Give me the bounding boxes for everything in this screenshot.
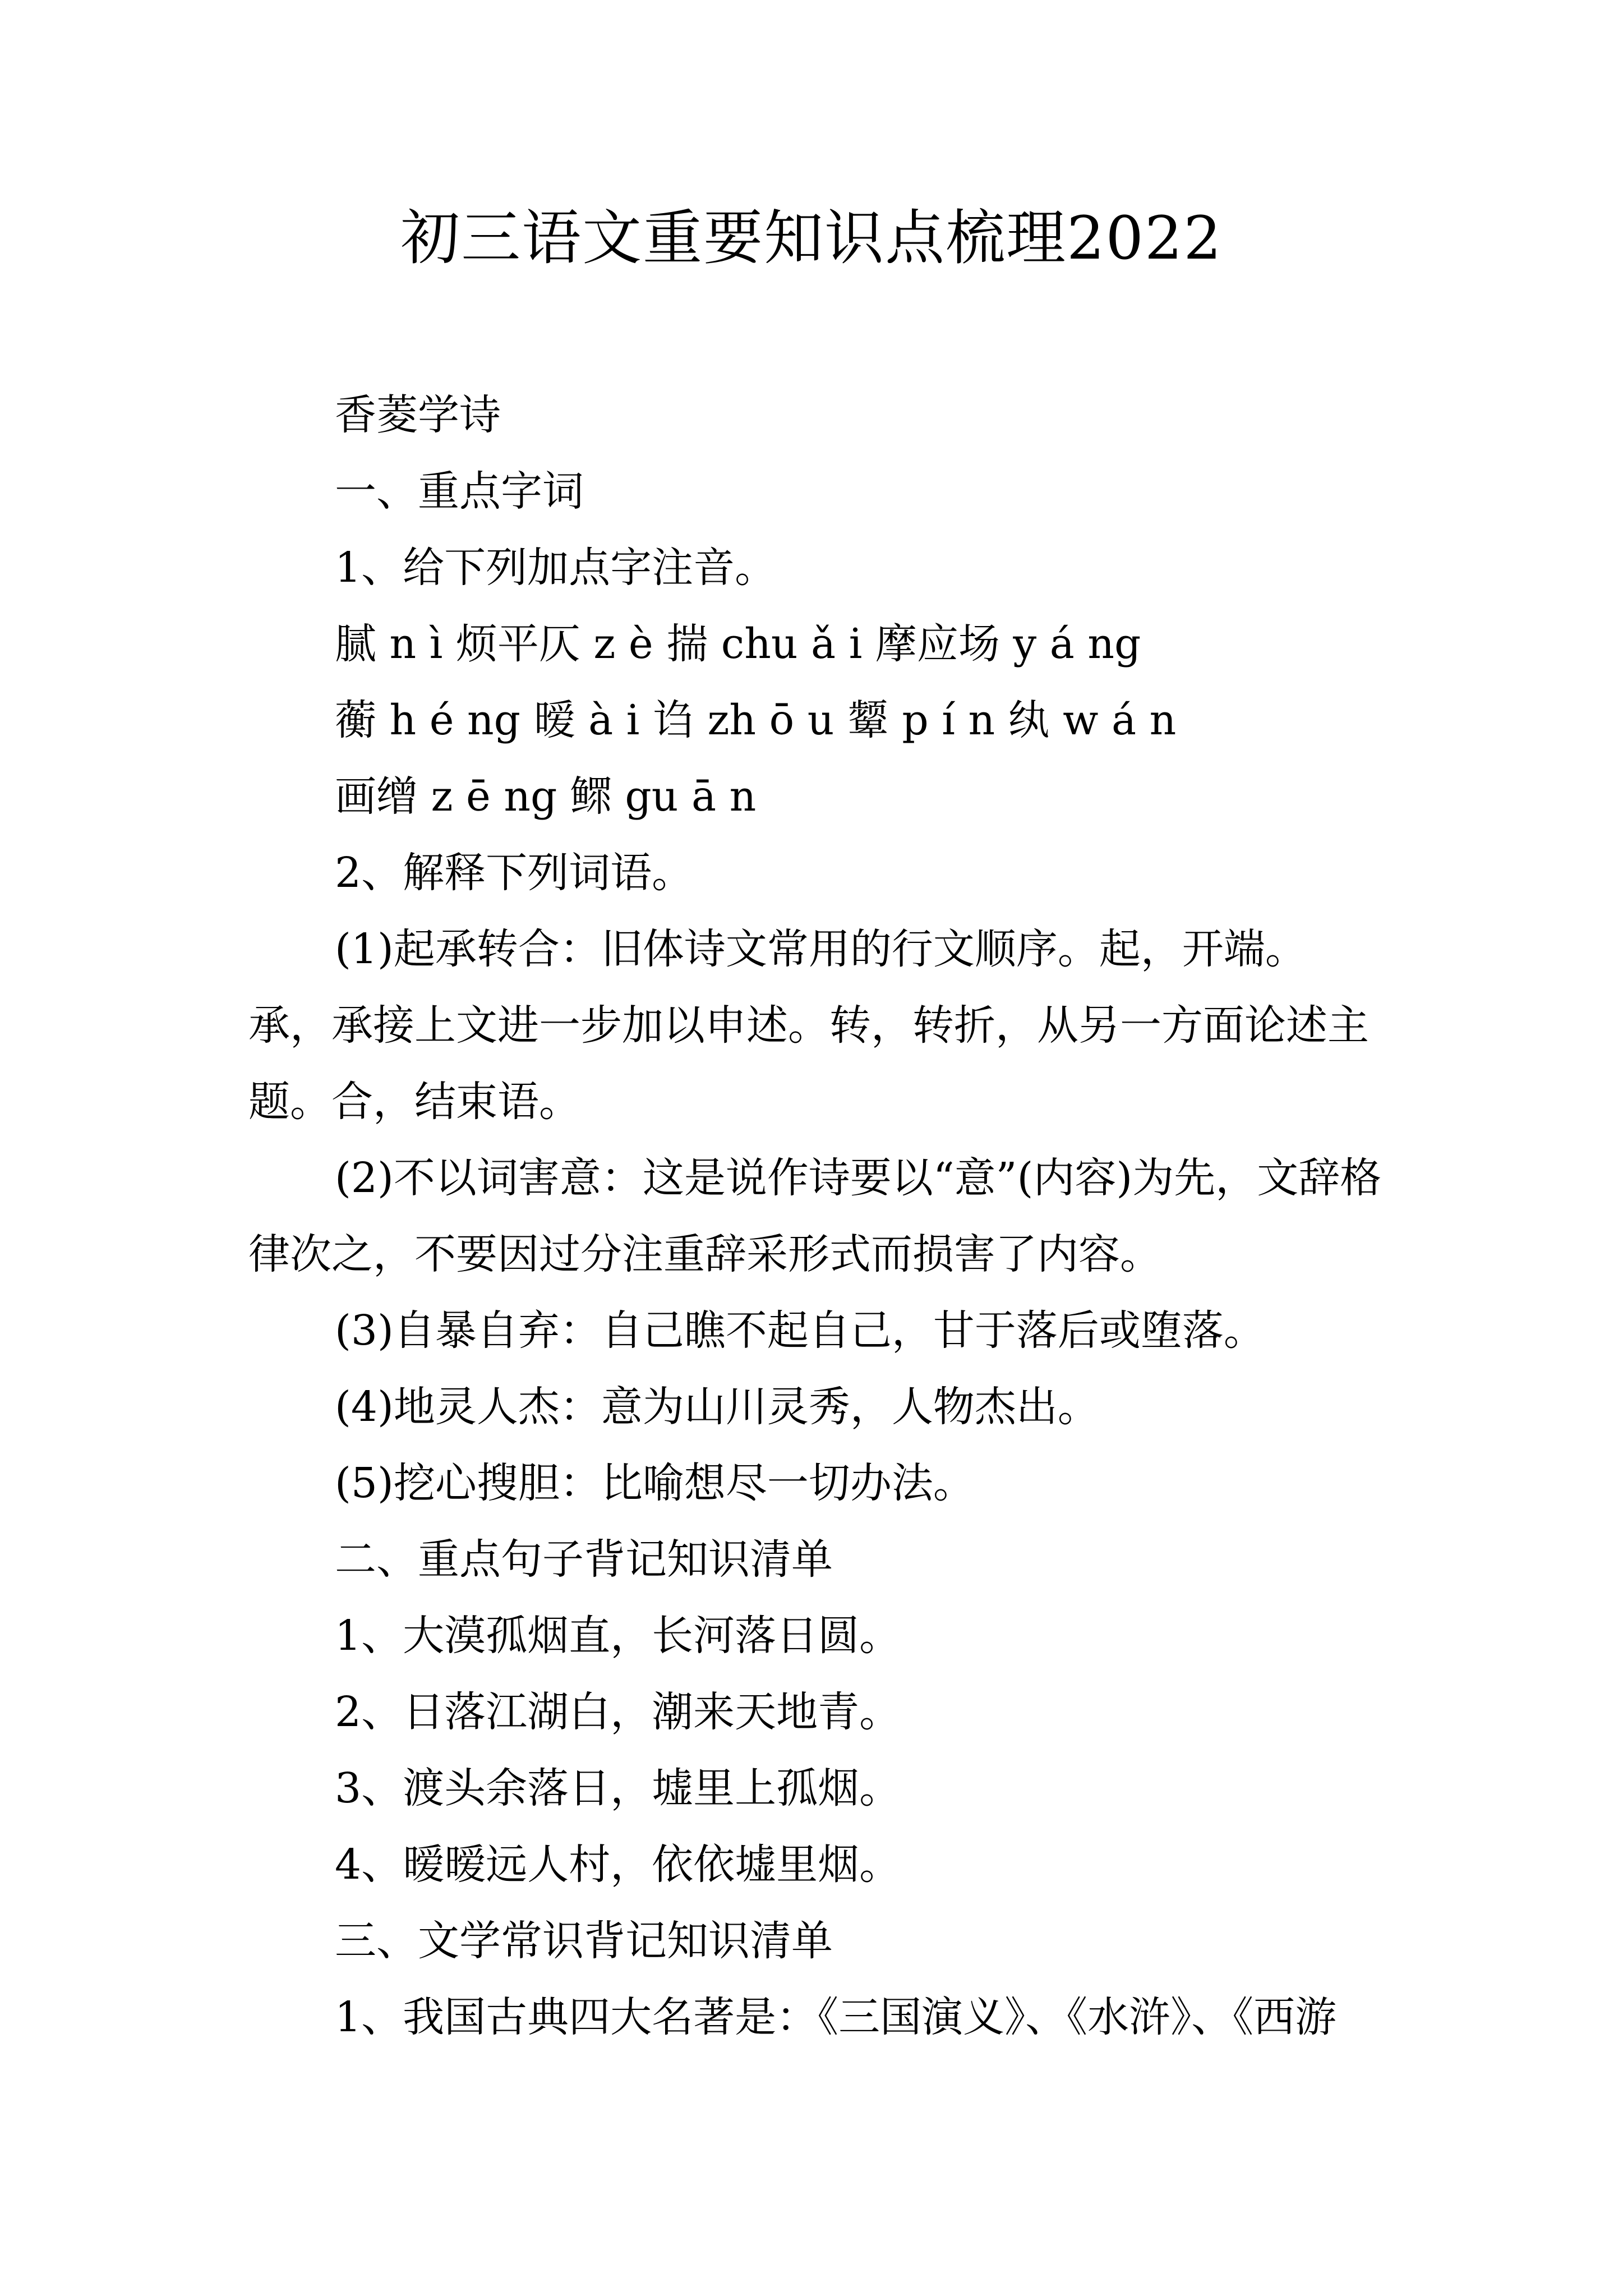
section-heading-literature: 三、文学常识背记知识清单 [335,1917,833,1965]
pinyin-line-3: 画缯 z ē ng 鳏 gu ā n [335,772,757,821]
sentence-item-3: 3、渡头余落日，墟里上孤烟。 [335,1764,901,1812]
section-heading-key-words: 一、重点字词 [335,467,584,516]
question-explain-words: 2、解释下列词语。 [335,849,694,897]
definition-zibaoziqi: (3)自暴自弃：自己瞧不起自己，甘于落后或堕落。 [335,1306,1265,1355]
sentence-item-1: 1、大漠孤烟直，长河落日圆。 [335,1612,901,1660]
section-heading-xiangling: 香菱学诗 [335,391,501,439]
sentence-item-4: 4、暧暧远人村，依依墟里烟。 [335,1841,901,1889]
literature-item-1: 1、我国古典四大名著是：《三国演义》、《水浒》、《西游 [335,1993,1337,2041]
definition-dilingrenjie: (4)地灵人杰：意为山川灵秀，人物杰出。 [335,1383,1099,1431]
section-heading-key-sentences: 二、重点句子背记知识清单 [335,1535,833,1584]
pinyin-line-2: 蘅 h é ng 暧 à i 诌 zh ō u 颦 p í n 纨 w á n [335,696,1177,744]
document-body [248,377,1387,2055]
definition-qichengzhuanhe: (1)起承转合：旧体诗文常用的行文顺序。起，开端。承，承接上文进一步加以申述。转，转折，从另一方面论述主题。合，结束语。 [248,925,1369,1126]
document-title: 初三语文重要知识点梳理2022 [400,204,1223,273]
definition-waxinsoudan: (5)挖心搜胆：比喻想尽一切办法。 [335,1459,975,1507]
definition-buyicihaiyi: (2)不以词害意：这是说作诗要以“意”(内容)为先，文辞格律次之，不要因过分注重辞采形式而损害了内容。 [248,1154,1382,1278]
pinyin-line-1: 腻 n ì 烦平仄 z è 揣 chu ǎ i 摩应场 y á ng [335,620,1141,668]
question-pinyin: 1、给下列加点字注音。 [335,544,777,592]
sentence-item-2: 2、日落江湖白，潮来天地青。 [335,1688,901,1736]
